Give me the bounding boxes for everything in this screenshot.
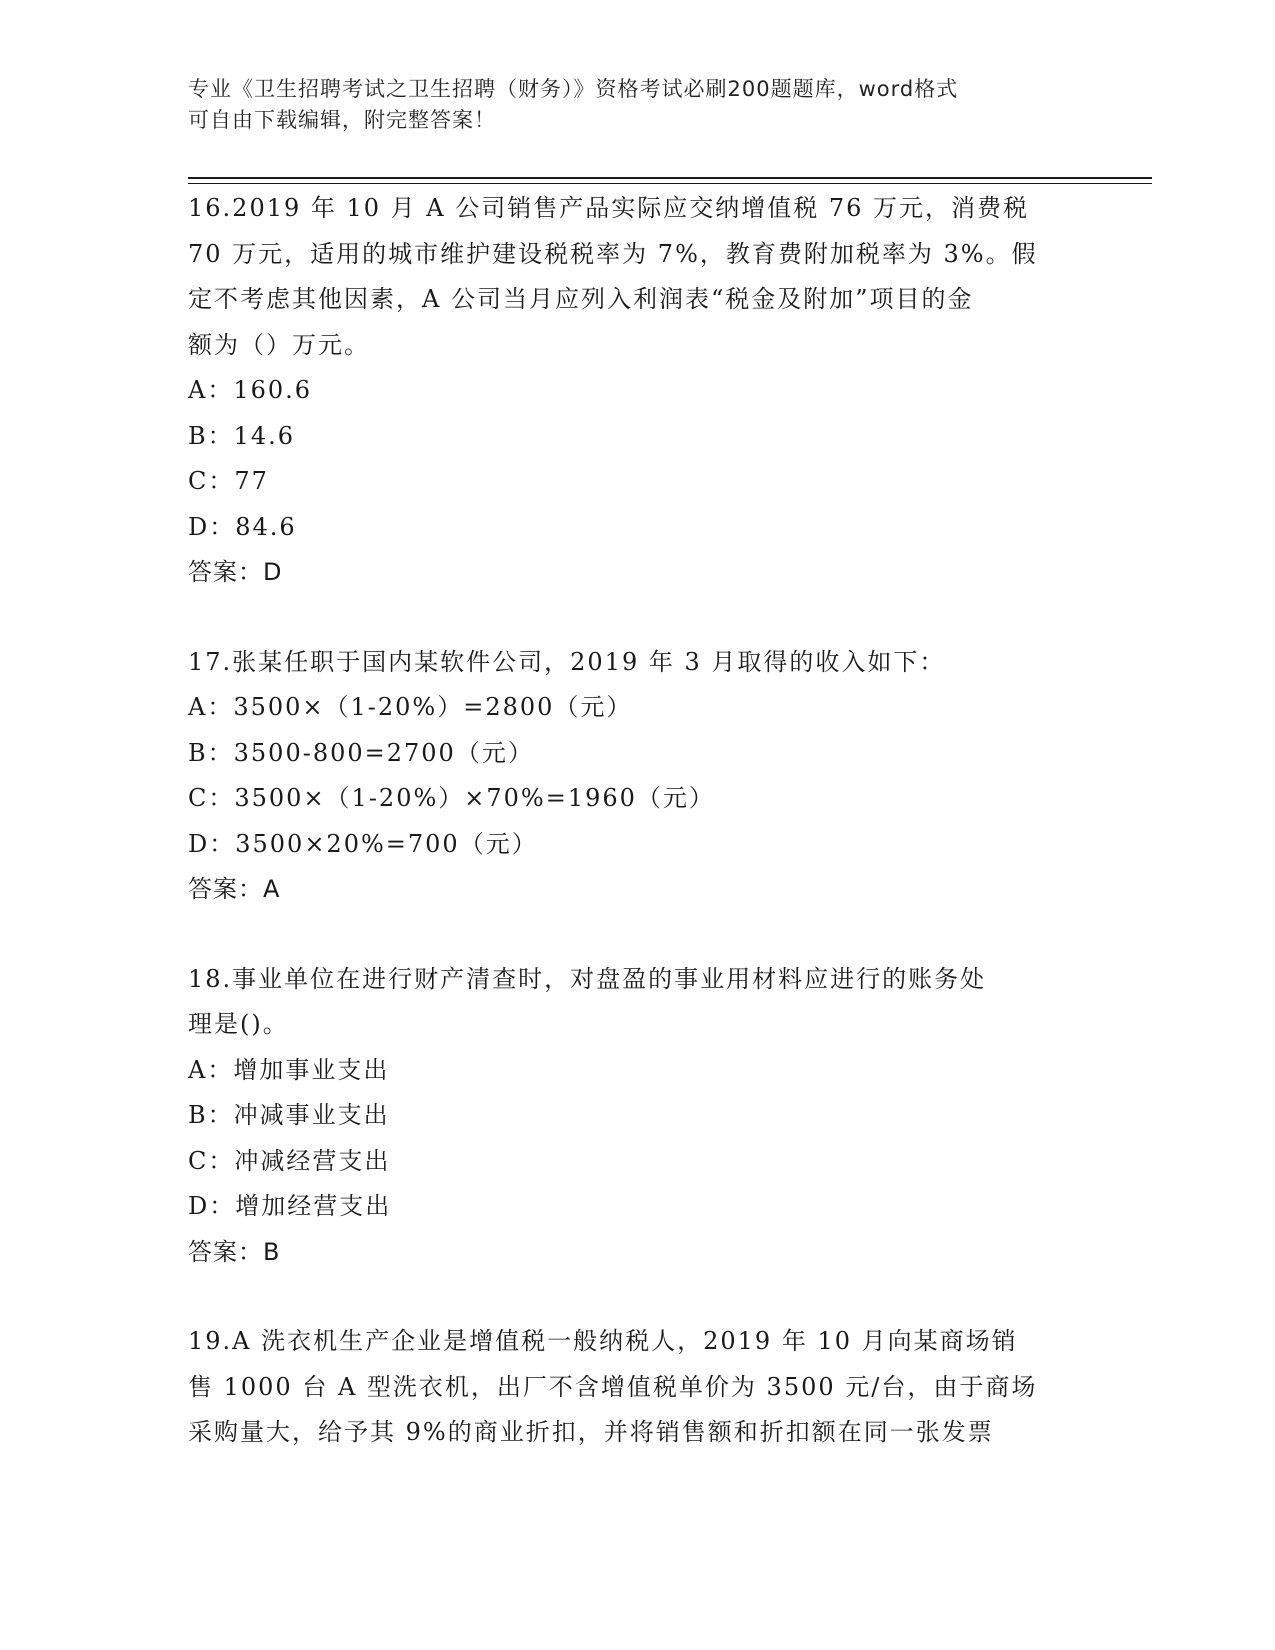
question-spacer xyxy=(188,913,1088,957)
header-line: 可自由下载编辑，附完整答案！ xyxy=(188,108,496,132)
answer-line: 答案：A xyxy=(188,875,281,903)
option-c: C：3500×（1-20%）×70%=1960（元） xyxy=(188,784,715,812)
option-d: D：增加经营支出 xyxy=(188,1192,392,1220)
question-spacer xyxy=(188,1275,1088,1319)
question-list xyxy=(188,186,1088,1456)
question-text-line: 17.张某任职于国内某软件公司，2019 年 3 月取得的收入如下： xyxy=(188,647,946,676)
question-text-line: 额为（）万元。 xyxy=(188,330,370,359)
question-text-line: 采购量大，给予其 9%的商业折扣，并将销售额和折扣额在同一张发票 xyxy=(188,1418,994,1446)
question-text-line: 理是()。 xyxy=(188,1010,289,1038)
question-text-line: 定不考虑其他因素，A 公司当月应列入利润表“税金及附加”项目的金 xyxy=(188,285,974,313)
option-b: B：14.6 xyxy=(188,421,296,450)
question-text-line: 16.2019 年 10 月 A 公司销售产品实际应交纳增值税 76 万元，消费税 xyxy=(188,194,1030,222)
question-18 xyxy=(188,957,1088,1276)
option-d: D：3500×20%=700（元） xyxy=(188,829,538,858)
header-line: 专业《卫生招聘考试之卫生招聘（财务）》资格考试必刷200题题库，word格式 xyxy=(188,77,959,101)
header-divider-thick xyxy=(188,177,1152,179)
question-19 xyxy=(188,1319,1088,1456)
option-b: B：3500-800=2700（元） xyxy=(188,738,534,767)
option-d: D：84.6 xyxy=(188,512,297,541)
option-c: C：冲减经营支出 xyxy=(188,1146,391,1175)
question-spacer xyxy=(188,596,1088,640)
question-17 xyxy=(188,640,1088,913)
question-16 xyxy=(188,186,1088,596)
question-text-line: 70 万元，适用的城市维护建设税税率为 7%，教育费附加税率为 3%。假 xyxy=(188,239,1038,268)
option-a: A：增加事业支出 xyxy=(188,1055,390,1084)
header-divider-thin xyxy=(188,183,1152,184)
document-header xyxy=(188,74,1068,136)
question-text-line: 19.A 洗衣机生产企业是增值税一般纳税人，2019 年 10 月向某商场销 xyxy=(188,1327,1018,1355)
answer-line: 答案：D xyxy=(188,558,283,586)
option-b: B：冲减事业支出 xyxy=(188,1101,390,1129)
question-text-line: 售 1000 台 A 型洗衣机，出厂不含增值税单价为 3500 元/台，由于商场 xyxy=(188,1372,1038,1401)
answer-line: 答案：B xyxy=(188,1237,281,1266)
option-a: A：160.6 xyxy=(188,376,313,404)
option-c: C：77 xyxy=(188,467,269,495)
question-text-line: 18.事业单位在进行财产清查时，对盘盈的事业用材料应进行的账务处 xyxy=(188,964,987,993)
option-a: A：3500×（1-20%）=2800（元） xyxy=(188,693,633,721)
